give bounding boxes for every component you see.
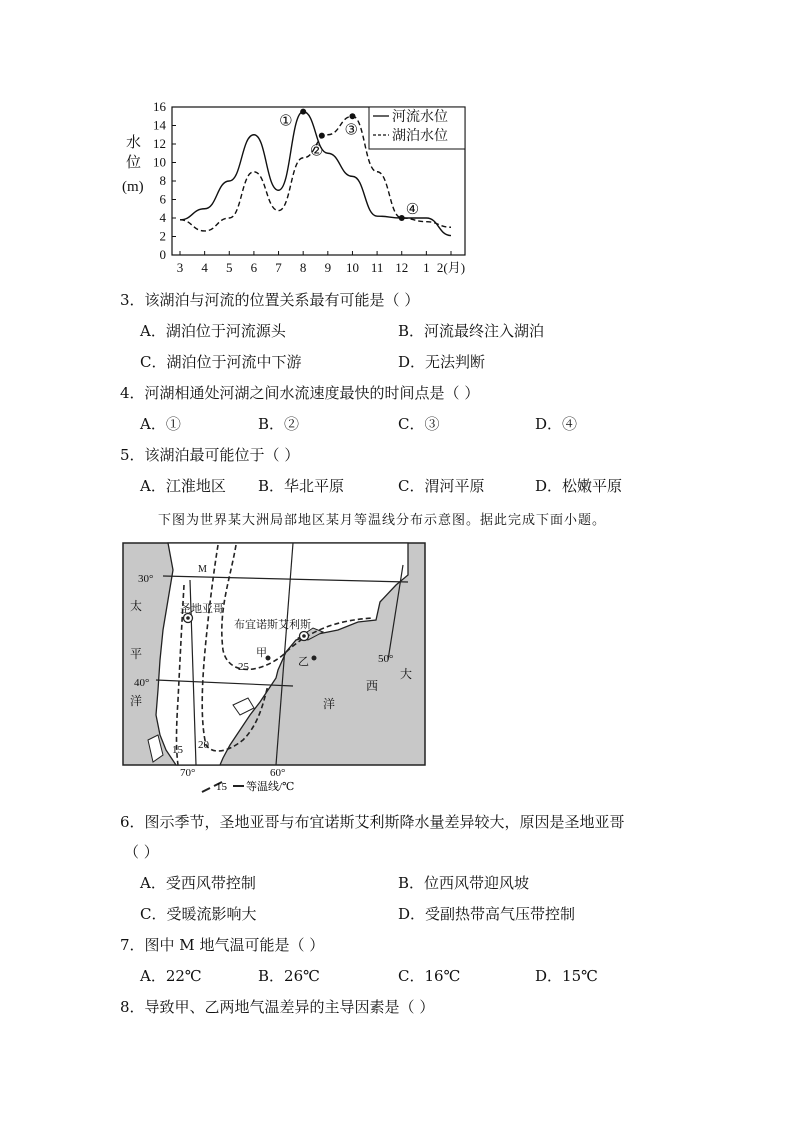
question-7-option-a[interactable]: A．22℃ <box>140 967 202 985</box>
legend-entry-label: 河流水位 <box>392 110 448 125</box>
x-tick-label: 3 <box>176 260 184 275</box>
question-6-option-a[interactable]: A．受西风带控制 <box>140 874 256 892</box>
question-4-option-a[interactable]: A．① <box>140 415 181 433</box>
question-5-option-c[interactable]: C．渭河平原 <box>398 477 485 495</box>
y-tick-label: 12 <box>153 136 166 151</box>
santiago-dot <box>186 616 190 620</box>
pacific-char-3: 洋 <box>130 694 143 708</box>
question-5-stem: 5．该湖泊最可能位于（ ） <box>120 446 300 464</box>
y-axis-label-part: 水 <box>126 135 142 151</box>
x-tick-label: 12 <box>395 260 409 275</box>
legend-entry-label: 湖泊水位 <box>392 129 448 144</box>
question-4-option-c[interactable]: C．③ <box>398 415 440 433</box>
question-4-stem: 4．河湖相通处河湖之间水流速度最快的时间点是（ ） <box>120 384 480 402</box>
jia-label: 甲 <box>256 647 267 659</box>
x-tick-label: 5 <box>226 260 233 275</box>
water-level-chart <box>110 95 470 280</box>
lon-50-label: 50° <box>378 653 394 665</box>
santiago-label: 圣地亚哥 <box>180 603 224 615</box>
annotation-label: ④ <box>405 202 420 218</box>
x-tick-label: 1 <box>423 260 430 275</box>
question-3-option-a[interactable]: A．湖泊位于河流源头 <box>140 322 286 340</box>
y-tick-label: 6 <box>159 191 166 207</box>
pacific-char-1: 太 <box>130 599 143 613</box>
y-axis-label-part: 位 <box>126 155 142 171</box>
question-6-stem-bracket: （ ） <box>124 843 159 861</box>
question-4-option-d[interactable]: D．④ <box>535 415 578 433</box>
map-legend <box>202 779 294 793</box>
legend-label: 等温线/℃ <box>246 781 295 793</box>
question-5-option-a[interactable]: A．江淮地区 <box>140 477 226 495</box>
question-8-stem: 8．导致甲、乙两地气温差异的主导因素是（ ） <box>120 998 435 1016</box>
lon-70-label: 70° <box>180 767 196 779</box>
buenos-aires-dot <box>302 634 306 638</box>
y-tick-label: 8 <box>159 173 166 188</box>
x-tick-label: 9 <box>324 260 332 275</box>
annotation-point <box>399 215 405 221</box>
y-tick-label: 0 <box>159 247 166 262</box>
question-6-option-c[interactable]: C．受暖流影响大 <box>140 905 257 923</box>
buenos-aires-label: 布宜诺斯艾利斯 <box>234 619 311 631</box>
yi-label: 乙 <box>298 656 309 668</box>
isotherm-15-label: 15 <box>172 744 183 756</box>
lon-60-label: 60° <box>270 767 286 779</box>
x-tick-label: 10 <box>345 260 359 275</box>
question-4-option-b[interactable]: B．② <box>258 415 300 433</box>
question-3-stem: 3．该湖泊与河流的位置关系最有可能是（ ） <box>120 291 420 309</box>
question-7-stem: 7．图中 M 地气温可能是（ ） <box>120 936 325 954</box>
point-yi <box>312 656 317 661</box>
question-6-option-b[interactable]: B．位西风带迎风坡 <box>398 874 530 892</box>
annotation-label: ① <box>279 113 293 130</box>
y-tick-label: 14 <box>153 117 166 133</box>
question-3-option-c[interactable]: C．湖泊位于河流中下游 <box>140 353 302 371</box>
annotation-label: ③ <box>344 122 358 139</box>
x-tick-label: 8 <box>299 260 307 275</box>
atlantic-char-1: 大 <box>400 667 413 681</box>
question-3-option-d[interactable]: D．无法判断 <box>398 353 486 371</box>
question-3-option-b[interactable]: B．河流最终注入湖泊 <box>398 322 545 340</box>
question-7-option-d[interactable]: D．15℃ <box>535 967 598 985</box>
map-intro-text: 下图为世界某大洲局部地区某月等温线分布示意图。据此完成下面小题。 <box>158 513 607 528</box>
atlantic-char-3: 洋 <box>323 697 336 711</box>
isotherm-map <box>118 540 433 800</box>
x-tick-label: 6 <box>250 260 258 275</box>
question-5-option-d[interactable]: D．松嫩平原 <box>535 477 623 495</box>
y-axis-label-part: (m) <box>122 179 144 195</box>
y-tick-label: 16 <box>153 99 166 114</box>
x-tick-label: 2(月) <box>436 260 466 275</box>
y-tick-label: 4 <box>159 210 166 225</box>
question-6-option-d[interactable]: D．受副热带高气压带控制 <box>398 905 576 923</box>
atlantic-char-2: 西 <box>366 679 379 693</box>
isotherm-25-label: 25 <box>238 661 249 673</box>
point-m-label: M <box>198 564 207 575</box>
y-tick-label: 10 <box>153 154 166 170</box>
pacific-char-2: 平 <box>130 647 143 661</box>
x-tick-label: 4 <box>201 260 208 275</box>
question-7-option-c[interactable]: C．16℃ <box>398 967 461 985</box>
question-5-option-b[interactable]: B．华北平原 <box>258 477 345 495</box>
x-tick-label: 11 <box>370 260 384 275</box>
legend-value: 15 <box>216 781 227 793</box>
question-6-stem: 6．图示季节，圣地亚哥与布宜诺斯艾利斯降水量差异较大，原因是圣地亚哥 <box>120 813 625 831</box>
y-tick-label: 2 <box>159 228 166 244</box>
annotation-point <box>300 109 306 115</box>
annotation-label: ② <box>309 143 324 160</box>
question-7-option-b[interactable]: B．26℃ <box>258 967 320 985</box>
lat-30-label: 30° <box>138 573 154 585</box>
lat-40-label: 40° <box>134 677 150 689</box>
annotation-point <box>349 113 355 119</box>
annotation-point <box>319 133 325 139</box>
isotherm-20-label: 20 <box>198 739 209 751</box>
x-tick-label: 7 <box>275 260 282 275</box>
